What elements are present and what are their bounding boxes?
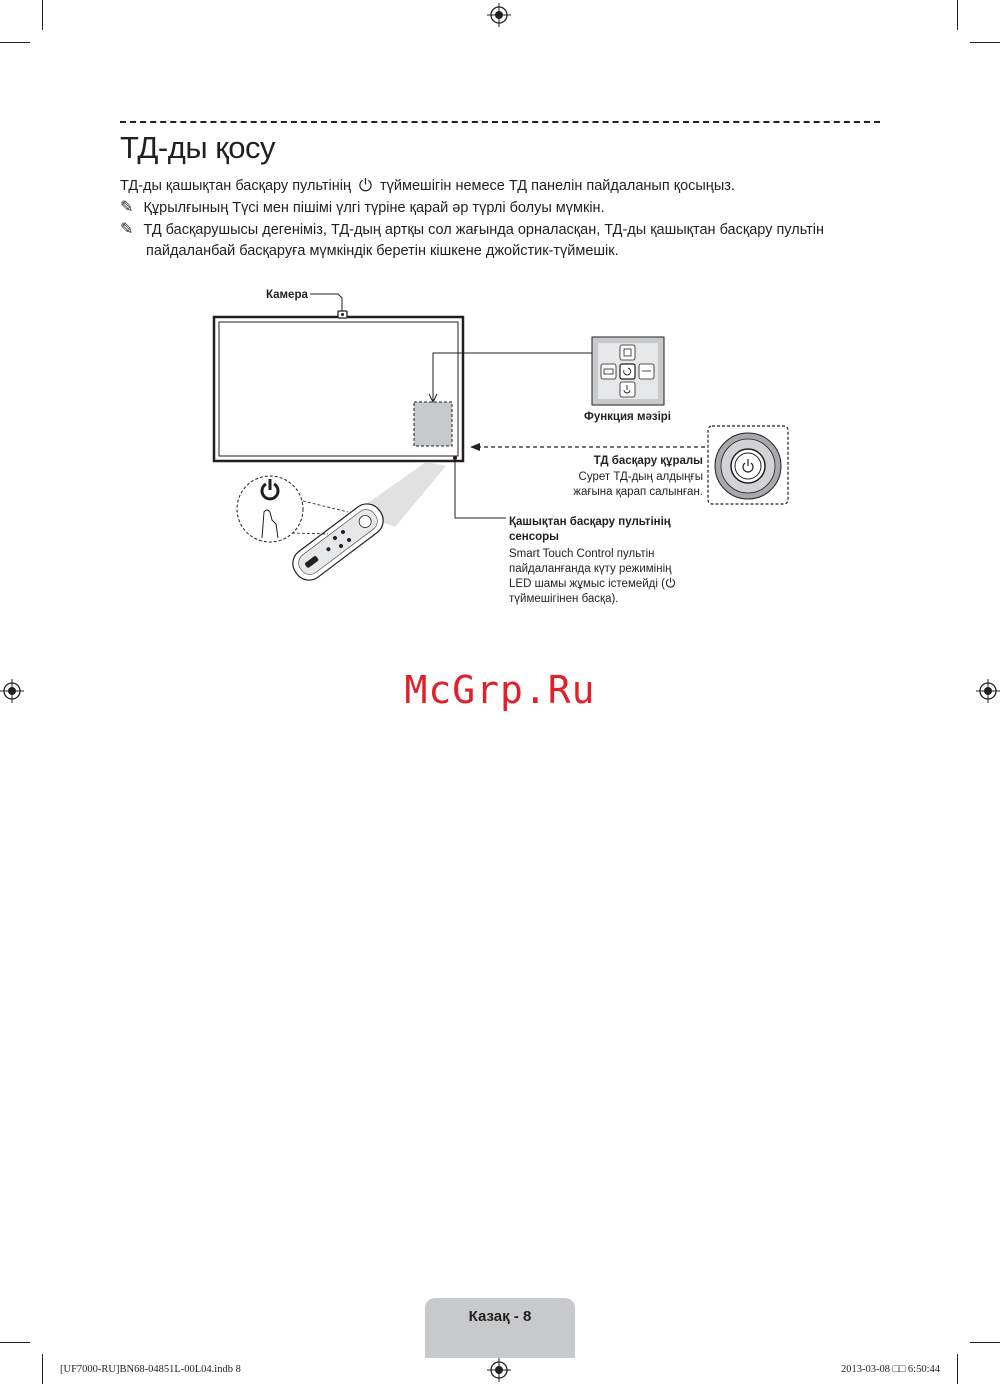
sensor-description: түймешігінен басқа). [509,593,619,605]
print-slug-right: 2013-03-08 □□ 6:50:44 [840,1364,940,1375]
crop-mark [0,1342,30,1343]
camera-label: Камера [266,289,308,301]
controller-description: жағына қарап салынған. [573,486,703,498]
note-pencil-icon: ✎ [120,199,134,216]
watermark: McGrp.Ru [404,668,596,712]
intro-text-end: түймешігін немесе ТД панелін пайдаланып қосыңыз. [380,178,735,194]
controller-title: ТД басқару құралы [593,455,703,467]
crop-mark [42,1354,43,1384]
sensor-description: Smart Touch Control пультін [509,548,655,560]
crop-mark [970,1342,1000,1343]
function-menu-label: Функция мәзірі [584,411,671,423]
sensor-description: пайдаланғанда күту режимінің [509,563,672,575]
registration-mark-icon [487,3,511,27]
crop-mark [0,42,30,43]
note-item [120,198,605,218]
note-item [120,220,824,240]
intro-paragraph [120,176,735,196]
registration-mark-icon [487,1358,511,1382]
power-icon [665,577,676,588]
page-number: Казақ - 8 [468,1308,532,1325]
section-title: ТД-ды қосу [120,130,276,165]
note-text: Құрылғының Түсі мен пішімі үлгі түріне қарай әр түрлі болуы мүмкін. [143,200,605,216]
section-divider [120,121,880,123]
print-slug-left: [UF7000-RU]BN68-04851L-00L04.indb 8 [60,1364,241,1375]
note-pencil-icon: ✎ [120,221,134,238]
note-text: ТД басқарушысы дегеніміз, ТД-дың артқы сол жағында орналасқан, ТД-ды қашықтан басқару пультін [143,222,824,238]
sensor-description [509,577,676,591]
sensor-description-text: LED шамы жұмыс істемейді ( [509,578,665,590]
sensor-title: сенсоры [509,531,560,543]
intro-text-start: ТД-ды қашықтан басқару пультінің [120,178,351,194]
crop-mark [42,0,43,30]
crop-mark [957,0,958,30]
sensor-title: Қашықтан басқару пультінің [509,516,671,528]
note-text-continued: пайдаланбай басқаруға мүмкіндік беретін кішкене джойстик-түймешік. [146,243,619,259]
crop-mark [970,42,1000,43]
crop-mark [957,1354,958,1384]
power-icon [358,177,373,192]
controller-area [414,402,452,446]
page-number-tab [425,1298,575,1358]
controller-description: Сурет ТД-дың алдыңғы [578,471,703,483]
